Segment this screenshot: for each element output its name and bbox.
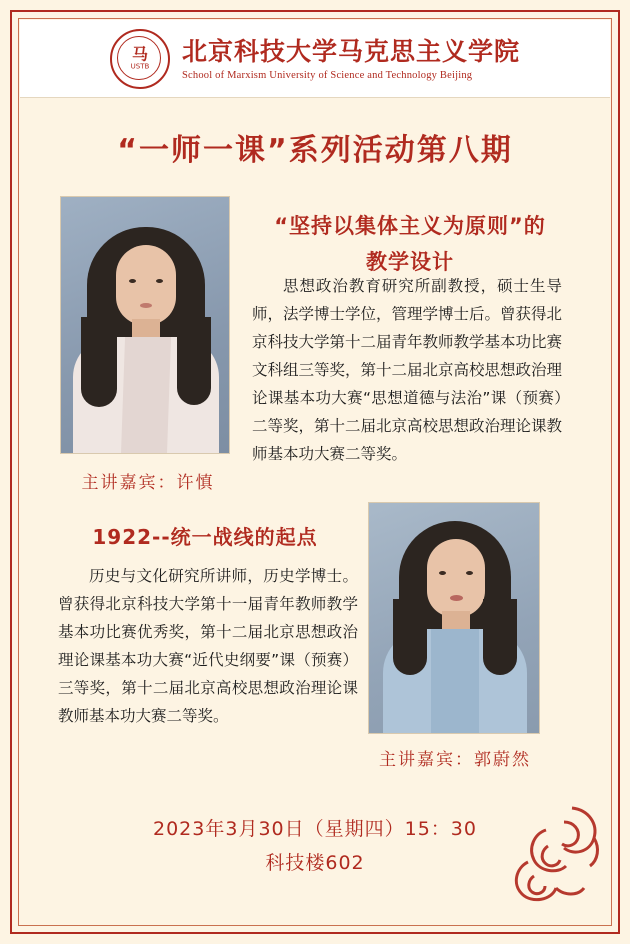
auspicious-cloud-ornament (494, 800, 604, 920)
speaker-caption-guo-weiran: 主讲嘉宾：郭蔚然 (379, 750, 531, 770)
page-title: “一师一课”系列活动第八期 (117, 133, 513, 168)
event-datetime: 2023年3月30日（星期四）15：30 (153, 818, 477, 840)
talk-title-1-line1: “坚持以集体主义为原则”的 (274, 214, 546, 238)
corner-ornament-bottom-left (10, 908, 36, 934)
poster-header (20, 20, 610, 98)
talk-title-1 (250, 208, 570, 280)
speaker-bio-xu-shen: 思想政治教育研究所副教授，硕士生导师，法学博士学位，管理学博士后。曾获得北京科技大学第十二届青年教师教学基本功比赛文科组三等奖，第十二届北京高校思想政治理论课基本功大赛“思想道德与法治”课（预赛）二等奖，第十二届北京高校思想政治理论课教师基本功大赛二等奖。 (252, 277, 563, 463)
seal-glyph: 马 (131, 44, 148, 63)
talk-title-1-line2: 教学设计 (366, 250, 454, 274)
event-location: 科技楼602 (265, 852, 365, 874)
speaker-caption-xu-shen: 主讲嘉宾：许慎 (81, 473, 215, 493)
university-name-block (182, 37, 520, 81)
university-seal-icon (110, 29, 170, 89)
seal-caption: USTB (130, 62, 150, 70)
speaker-photo-xu-shen (60, 196, 230, 454)
speaker-photo-guo-weiran (368, 502, 540, 734)
university-name-cn: 北京科技大学马克思主义学院 (181, 36, 520, 66)
talk-title-2: 1922--统一战线的起点 (92, 525, 318, 549)
speaker-bio-guo-weiran: 历史与文化研究所讲师，历史学博士。曾获得北京科技大学第十一届青年教师教学基本功比赛优秀奖，第十二届北京思想政治理论课基本功大赛“近代史纲要”课（预赛）三等奖，第十二届北京高校思想政治理论课教师基本功大赛二等奖。 (58, 567, 358, 725)
university-name-en: School of Marxism University of Science and Technology Beijing (181, 69, 473, 81)
